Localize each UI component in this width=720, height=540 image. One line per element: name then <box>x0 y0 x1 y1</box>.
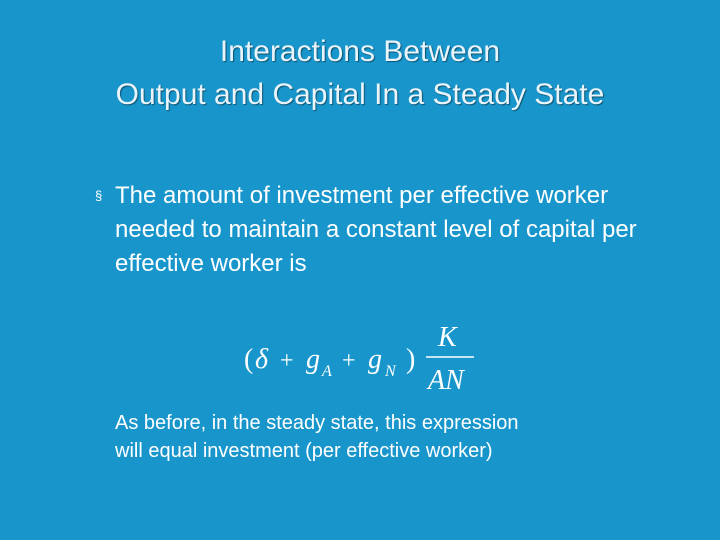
formula-subscript-a: A <box>322 363 332 380</box>
formula-denominator: AN <box>428 365 464 392</box>
formula-open-paren: ( <box>244 344 254 375</box>
formula-g-1: g <box>306 344 320 375</box>
formula <box>244 320 484 392</box>
slide-title-line-1: Interactions Between <box>219 35 501 68</box>
formula-plus-1: + <box>280 348 294 374</box>
formula-delta: δ <box>255 344 269 375</box>
slide-title-line-2: Output and Capital In a Steady State <box>115 78 605 111</box>
formula-plus-2: + <box>342 348 356 374</box>
slide-title <box>0 30 720 116</box>
formula-close-paren: ) <box>406 344 416 375</box>
bullet-item <box>95 179 655 281</box>
formula-numerator: K <box>438 322 457 353</box>
formula-subscript-n: N <box>385 363 396 380</box>
note-text: As before, in the steady state, this expression will equal investment (per effective worker) <box>115 412 519 462</box>
bullet-marker-icon: § <box>95 188 103 203</box>
bullet-text: The amount of investment per effective worker needed to maintain a constant level of capital per effective worker is <box>115 182 637 277</box>
formula-g-2: g <box>368 344 382 375</box>
